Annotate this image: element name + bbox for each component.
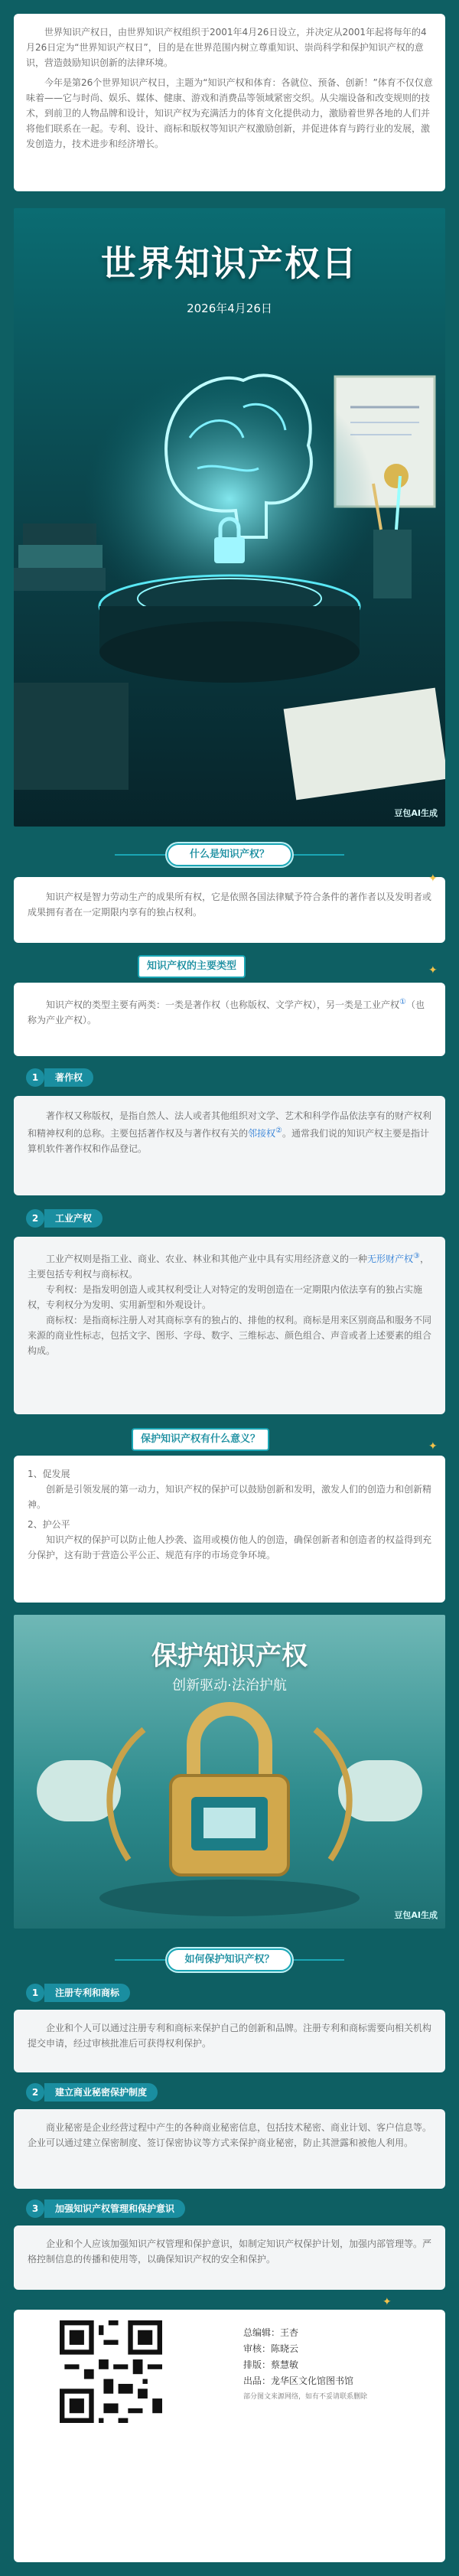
item-number-badge: 3 (26, 2199, 44, 2218)
item-number-badge: 1 (26, 1984, 44, 2002)
intro-card (14, 14, 445, 191)
section3-card (14, 1456, 445, 1603)
hero2-subtitle: 创新驱动·法治护航 (172, 1678, 287, 1694)
section-heading-ip-significance: 保护知识产权有什么意义？ (132, 1428, 269, 1451)
golden-padlock-illustration (14, 1615, 445, 1929)
footnote-2: ② (275, 1127, 282, 1135)
qr-code-icon[interactable] (60, 2320, 162, 2423)
copyright-card (14, 1096, 445, 1195)
awareness-text: 企业和个人应该加强知识产权管理和保护意识，如制定知识产权保护计划，加强内部管理等。严格控制信息的传播和使用等，以确保知识产权的安全和保护。 (28, 2239, 432, 2265)
hero2-title: 保护知识产权 (151, 1641, 308, 1671)
trade-secret-card (14, 2109, 445, 2189)
footnote-1: ① (399, 998, 406, 1006)
footer-layout: 排版：蔡慧敏 (243, 2359, 299, 2370)
awareness-card (14, 2225, 445, 2290)
sparkle-icon: ✦ (382, 2296, 392, 2308)
footer-credits (243, 2325, 367, 2405)
significance-2-text: 知识产权的保护可以防止他人抄袭、盗用或模仿他人的创造，确保创新者和创造者的权益得到充分保护，这有助于营造公平公正、规范有序的市场竞争环境。 (28, 1534, 432, 1560)
item-label-trade-secret: 建立商业秘密保护制度 (44, 2083, 158, 2102)
item-number-badge: 2 (26, 2083, 44, 2102)
footer-review: 审核：陈晓云 (243, 2343, 299, 2354)
significance-1-text: 创新是引领发展的第一动力，知识产权的保护可以鼓励创新和发明，激发人们的创造力和创新精神。 (28, 1484, 432, 1510)
section2-intro-a: 知识产权的类型主要有两类：一类是著作权（也称版权、文学产权），另一类是工业产权 (46, 999, 400, 1010)
item-number-badge: 2 (26, 1209, 44, 1228)
footer-editor: 总编辑：王杏 (243, 2327, 299, 2338)
trademark-right-text: 商标权：是指商标注册人对其商标享有的独占的、排他的权利。商标是用来区别商品和服务不同来源的商业性标志，包括文字、图形、字母、数字、三维标志、颜色组合、声音或者上述要素的组合构成。 (28, 1315, 432, 1356)
copyright-text-b: 。通常我们说的知识产权主要是指计算机软件著作权和作品登记。 (28, 1128, 430, 1154)
significance-1-title: 1、促发展 (28, 1469, 70, 1479)
industrial-property-p1 (28, 1249, 431, 1282)
item-label-copyright: 著作权 (44, 1068, 93, 1087)
section-heading-how-to-protect: 如何保护知识产权？ (167, 1948, 292, 1971)
section2-intro-text (28, 995, 431, 1028)
section-heading-ip-types: 知识产权的主要类型 (138, 955, 246, 978)
footer-publisher: 出品：龙华区文化馆图书馆 (243, 2375, 354, 2386)
brain-hologram-illustration (14, 208, 445, 827)
section-heading-what-is-ip: 什么是知识产权？ (167, 843, 292, 866)
sparkle-icon: ✦ (428, 872, 438, 885)
footer-note: 部分图文来源网络，如有不妥请联系删除 (243, 2393, 368, 2401)
intro-paragraph-1: 世界知识产权日，由世界知识产权组织于2001年4月26日设立，并决定从2001年起将每年的4月26日定为“世界知识产权日”，目的是在世界范围内树立尊重知识、崇尚科学和保护知识产权的意识，营造鼓励知识创新的法律环境。 (26, 27, 427, 68)
intangible-property-link[interactable]: 无形财产权 (367, 1254, 414, 1264)
footnote-3: ③ (413, 1252, 420, 1260)
copyright-text (28, 1108, 431, 1156)
item-label-register-patent-trademark: 注册专利和商标 (44, 1984, 130, 2002)
hero-image-protect-ip (14, 1615, 445, 1929)
neighboring-rights-link[interactable]: 邻接权 (248, 1128, 276, 1139)
copyright-text-a: 著作权又称版权，是指自然人、法人或者其他组织对文学、艺术和科学作品依法享有的财产权利和精神权利的总称。主要包括著作权及与著作权有关的 (28, 1110, 432, 1139)
section2-intro-card (14, 983, 445, 1056)
item-label-industrial-property: 工业产权 (44, 1209, 103, 1228)
footer-card (14, 2310, 445, 2562)
sparkle-icon: ✦ (428, 964, 438, 977)
hero-image-world-ip-day (14, 208, 445, 827)
hero-date: 2026年4月26日 (187, 302, 272, 315)
industrial-property-p1-a: 工业产权则是指工业、商业、农业、林业和其他产业中具有实用经济意义的一种 (46, 1254, 368, 1264)
industrial-property-card (14, 1237, 445, 1414)
section1-card (14, 877, 445, 943)
ai-generated-tag: 豆包AI生成 (394, 808, 438, 818)
sparkle-icon: ✦ (428, 1440, 438, 1453)
intro-paragraph-2: 今年是第26个世界知识产权日，主题为“知识产权和体育：各就位、预备、创新！”体育不仅仅意味着——它与时尚、娱乐、媒体、健康、游戏和消费品等领域紧密交织。从尖端设备和改变规则的技术，到前卫的人物品牌和设计，知识产权为充满活力的体育文化提供动力，激励着世界各地的人们并将他们联系在一起。专利、设计、商标和版权等知识产权激励创新，并促进体育与跨行业的发展，激发创造力，技术进步和经济增长。 (26, 77, 433, 149)
trade-secret-text: 商业秘密是企业经营过程中产生的各种商业秘密信息，包括技术秘密、商业计划、客户信息等。企业可以通过建立保密制度、签订保密协议等方式来保护商业秘密，防止其泄露和被他人利用。 (28, 2122, 432, 2148)
ai-generated-tag: 豆包AI生成 (394, 1910, 438, 1920)
register-card (14, 2010, 445, 2072)
section2-intro-b: （也称为产业产权）。 (28, 999, 425, 1026)
industrial-property-p1-b: ，主要包括专利权与商标权。 (28, 1254, 430, 1280)
significance-2-title: 2、护公平 (28, 1519, 70, 1530)
register-text: 企业和个人可以通过注册专利和商标来保护自己的创新和品牌。注册专利和商标需要向相关机构提交申请，经过审核批准后可获得权利保护。 (28, 2023, 432, 2049)
section1-text: 知识产权是智力劳动生产的成果所有权，它是依照各国法律赋予符合条件的著作者以及发明者或成果拥有者在一定期限内享有的独占权利。 (28, 892, 432, 918)
patent-right-text: 专利权：是指发明创造人或其权利受让人对特定的发明创造在一定期限内依法享有的独占实施权，专利权分为发明、实用新型和外观设计。 (28, 1284, 423, 1310)
item-number-badge: 1 (26, 1068, 44, 1087)
hero-title: 世界知识产权日 (101, 243, 358, 284)
item-label-awareness: 加强知识产权管理和保护意识 (44, 2199, 185, 2218)
